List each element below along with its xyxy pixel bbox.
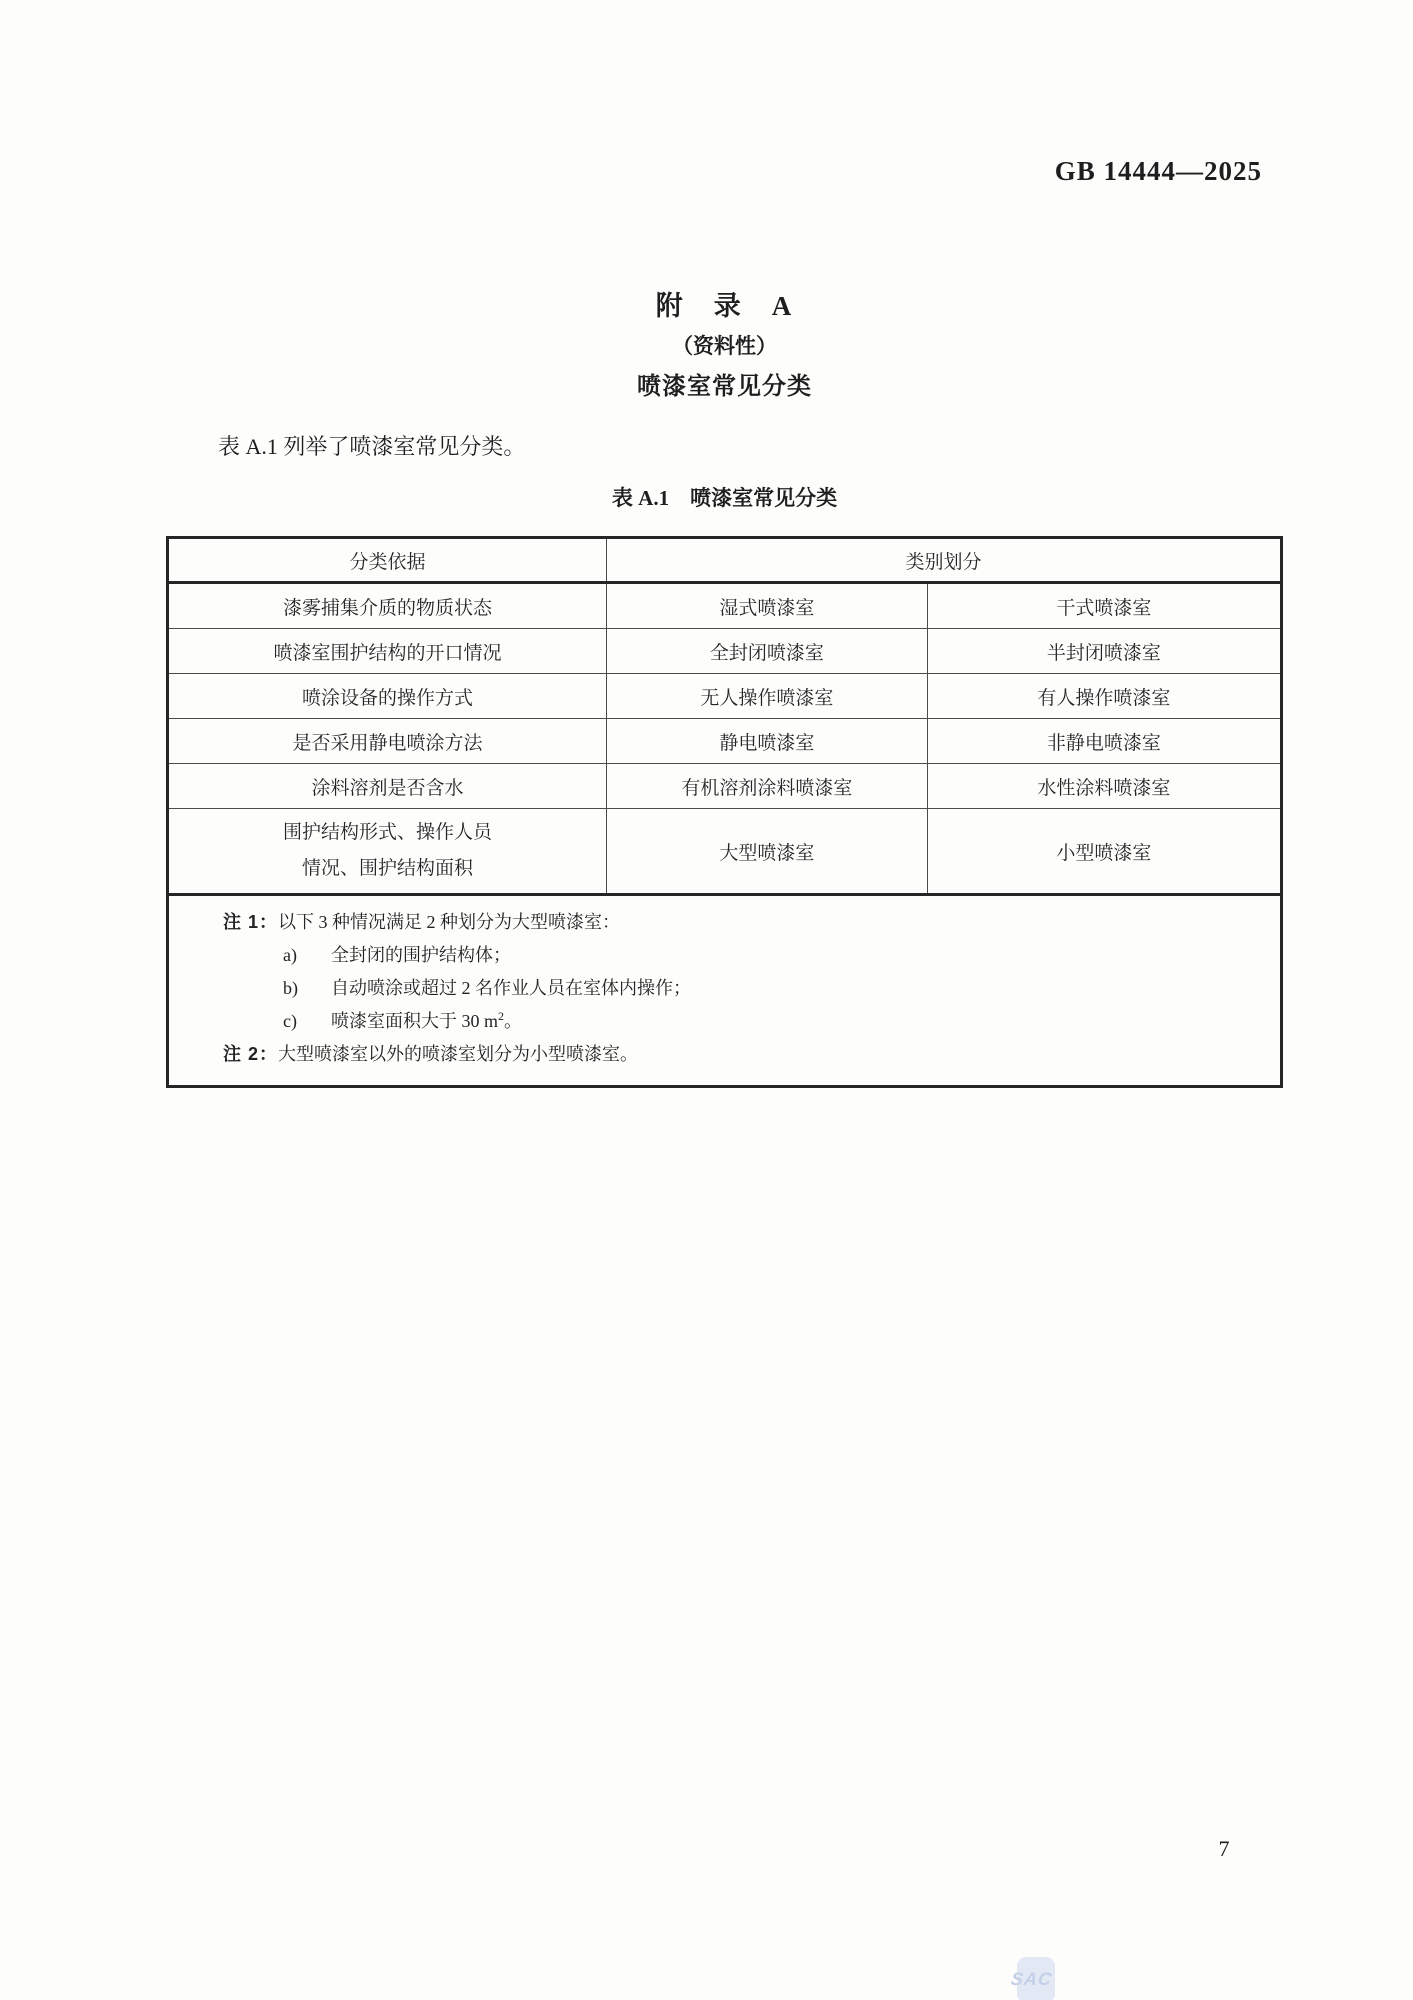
- table-row: [168, 719, 1282, 764]
- table-row: [168, 674, 1282, 719]
- cell-category-1: 静电喷漆室: [606, 719, 927, 764]
- cell-category-2: 小型喷漆室: [927, 809, 1281, 895]
- item-marker: a): [283, 945, 297, 965]
- table-caption: 表 A.1 喷漆室常见分类: [611, 486, 838, 510]
- note-1-text: 以下 3 种情况满足 2 种划分为大型喷漆室：: [278, 912, 621, 932]
- table-row: [168, 764, 1282, 809]
- cell-category-1: 全封闭喷漆室: [606, 629, 927, 674]
- cell-basis: 喷涂设备的操作方式: [168, 674, 607, 719]
- note-1-item-b: [169, 972, 1270, 1005]
- sac-logo-text: SAC: [1009, 1969, 1054, 1989]
- note-1-item-c: [169, 1005, 1270, 1038]
- table-row: [168, 583, 1282, 629]
- header-cell-category: 类别划分: [606, 538, 1281, 583]
- cell-basis-line1: 围护结构形式、操作人员: [282, 822, 492, 843]
- appendix-heading: 喷漆室常见分类: [637, 374, 812, 400]
- note-1: [169, 906, 1270, 939]
- cell-category-2: 非静电喷漆室: [927, 719, 1281, 764]
- appendix-title: 附 录 A: [655, 291, 794, 321]
- item-text: 喷漆室面积大于 30 m: [331, 1011, 499, 1031]
- note-2: [169, 1038, 1270, 1071]
- item-text-tail: 。: [504, 1011, 523, 1031]
- standard-code-header: GB 14444—2025: [1054, 156, 1262, 186]
- cell-category-1: 有机溶剂涂料喷漆室: [606, 764, 927, 809]
- cell-category-2: 干式喷漆室: [927, 583, 1281, 629]
- item-superscript: 2: [498, 1009, 505, 1023]
- cell-category-2: 有人操作喷漆室: [927, 674, 1281, 719]
- cell-category-2: 水性涂料喷漆室: [927, 764, 1281, 809]
- cell-category-1: 大型喷漆室: [606, 809, 927, 895]
- cell-basis: 漆雾捕集介质的物质状态: [168, 583, 607, 629]
- item-text: 全封闭的围护结构体；: [331, 945, 511, 965]
- notes-cell: [168, 895, 1282, 1087]
- table-row: [168, 809, 1282, 895]
- item-text: 自动喷涂或超过 2 名作业人员在室体内操作；: [331, 978, 691, 998]
- table-notes-row: [168, 895, 1282, 1087]
- note-1-label: 注 1：: [223, 912, 279, 932]
- note-1-item-a: [169, 939, 1270, 972]
- cell-category-1: 湿式喷漆室: [606, 583, 927, 629]
- item-marker: c): [283, 1011, 297, 1031]
- cell-basis: 是否采用静电喷涂方法: [168, 719, 607, 764]
- page-number: 7: [1218, 1836, 1230, 1861]
- cell-category-2: 半封闭喷漆室: [927, 629, 1281, 674]
- header-cell-basis: 分类依据: [168, 538, 607, 583]
- cell-basis: 涂料溶剂是否含水: [168, 764, 607, 809]
- table-row: [168, 629, 1282, 674]
- item-marker: b): [283, 978, 298, 998]
- cell-basis-line2: 情况、围护结构面积: [301, 858, 473, 879]
- note-2-label: 注 2：: [223, 1044, 279, 1064]
- intro-paragraph: 表 A.1 列举了喷漆室常见分类。: [218, 434, 526, 459]
- cell-category-1: 无人操作喷漆室: [606, 674, 927, 719]
- note-2-text: 大型喷漆室以外的喷漆室划分为小型喷漆室。: [278, 1044, 639, 1064]
- classification-table: [166, 536, 1283, 1088]
- cell-basis: 喷漆室围护结构的开口情况: [168, 629, 607, 674]
- cell-basis: [168, 809, 607, 895]
- sac-watermark-logo: [1009, 1957, 1055, 2000]
- appendix-subtitle: （资料性）: [672, 334, 777, 358]
- table-header-row: [168, 538, 1282, 583]
